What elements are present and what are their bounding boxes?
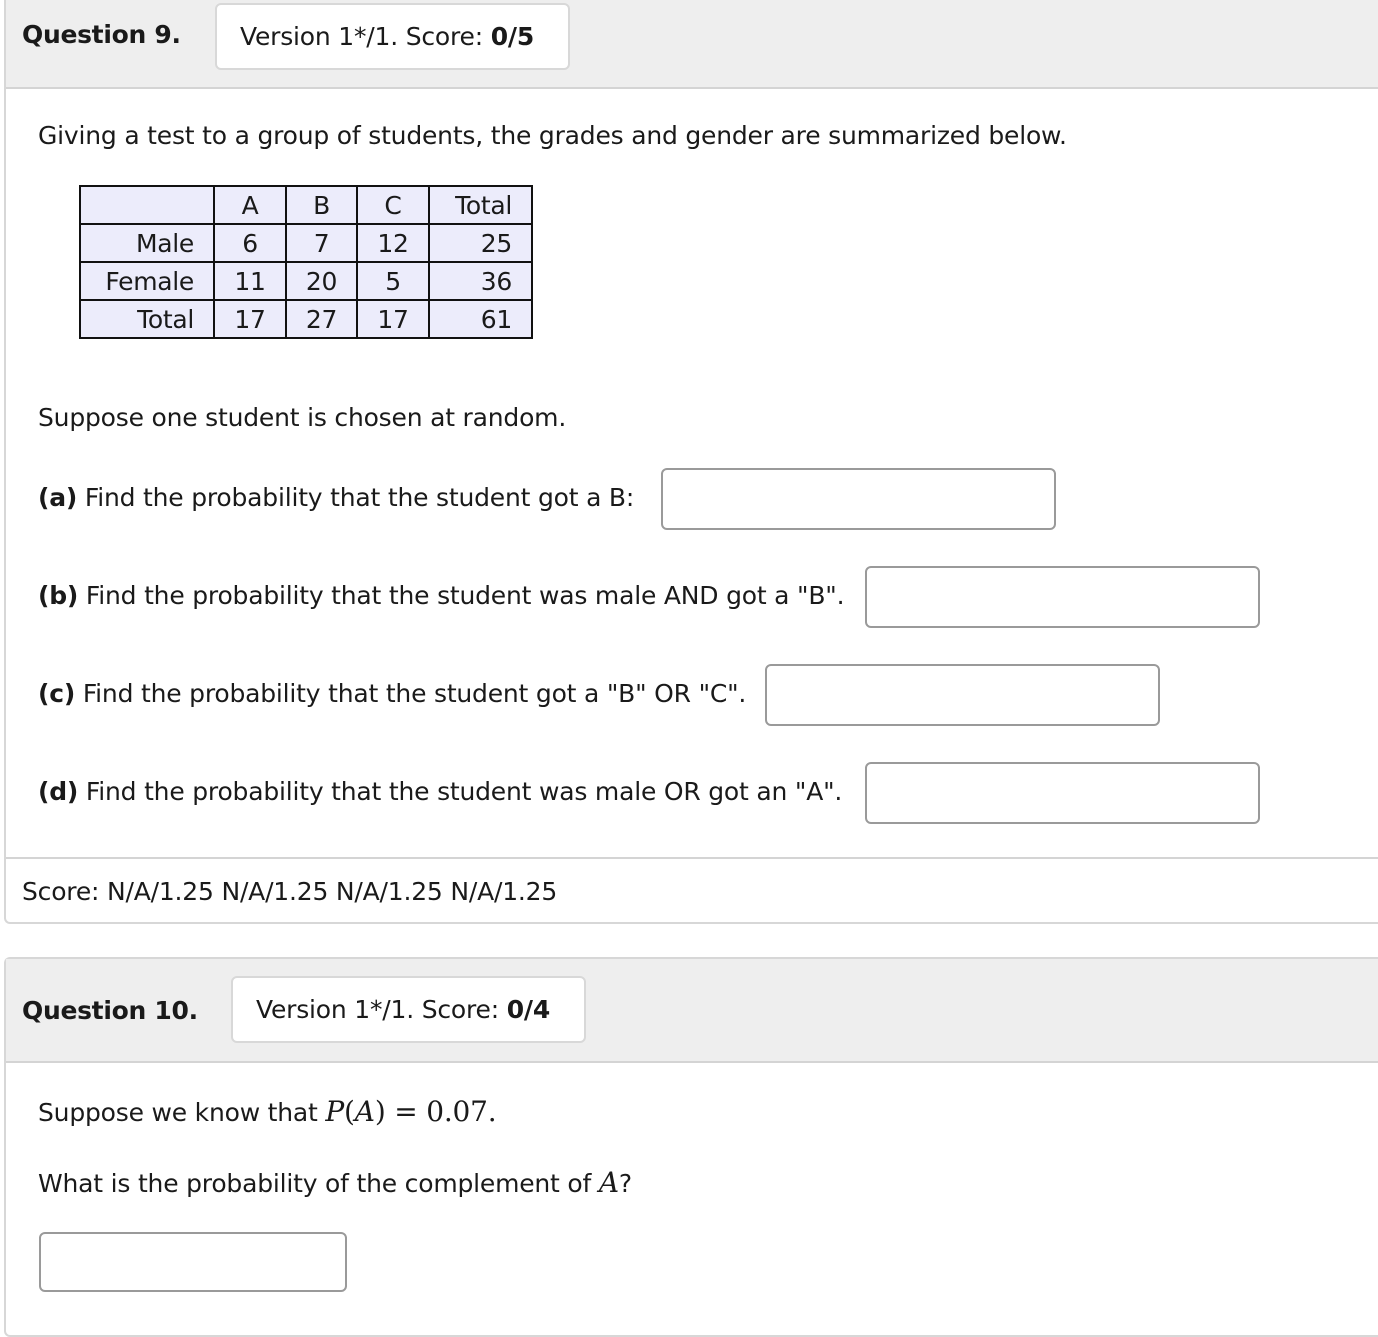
math-value: = 0.07. [385, 1095, 497, 1128]
part-d-text [38, 777, 842, 806]
table-cell: 61 [429, 300, 532, 338]
score-value: 0/4 [506, 995, 551, 1024]
question-9-prompt: Suppose one student is chosen at random. [38, 403, 567, 432]
question-10-answer-input[interactable] [39, 1232, 347, 1292]
table-row [80, 224, 532, 262]
math-function: P [325, 1095, 345, 1128]
row-label-male: Male [80, 224, 214, 262]
math-expression: P(A) = 0.07. [325, 1095, 497, 1128]
part-d-label: (d) [38, 777, 79, 806]
question-10-version-score [231, 976, 586, 1043]
part-b-question: Find the probability that the student was male AND got a "B". [78, 581, 845, 610]
table-cell: 17 [214, 300, 286, 338]
version-label: Version 1*/1. Score: [240, 22, 491, 51]
math-variable: A [598, 1166, 619, 1199]
question-9-header [6, 0, 1378, 89]
prompt-text: What is the probability of the complement of [38, 1169, 599, 1198]
question-9-card [4, 0, 1378, 924]
question-10-prompt [38, 1166, 632, 1199]
part-c-text [38, 679, 746, 708]
part-c-label: (c) [38, 679, 76, 708]
header-cell-total: Total [429, 186, 532, 224]
table-cell: 11 [214, 262, 286, 300]
part-d-answer-input[interactable] [865, 762, 1260, 824]
table-cell: 27 [286, 300, 357, 338]
question-9-version-score [215, 3, 570, 70]
part-b-label: (b) [38, 581, 79, 610]
row-label-female: Female [80, 262, 214, 300]
table-header-row [80, 186, 532, 224]
table-row [80, 300, 532, 338]
question-9-title: Question 9. [22, 20, 181, 49]
table-cell: 25 [429, 224, 532, 262]
part-a-text [38, 483, 634, 512]
score-divider [6, 857, 1378, 859]
table-cell: 7 [286, 224, 357, 262]
part-d-question: Find the probability that the student was male OR got an "A". [78, 777, 843, 806]
row-label-total: Total [80, 300, 214, 338]
part-a-label: (a) [38, 483, 78, 512]
grades-gender-table [79, 185, 533, 339]
header-cell-c: C [357, 186, 429, 224]
part-a-question: Find the probability that the student got a B: [77, 483, 635, 512]
table-cell: 12 [357, 224, 429, 262]
table-cell: 6 [214, 224, 286, 262]
part-c-answer-input[interactable] [765, 664, 1160, 726]
question-9-score-line: Score: N/A/1.25 N/A/1.25 N/A/1.25 N/A/1.25 [22, 877, 558, 906]
prompt-suffix: ? [618, 1169, 632, 1198]
version-label: Version 1*/1. Score: [256, 995, 507, 1024]
question-9-intro: Giving a test to a group of students, the grades and gender are summarized below. [38, 121, 1067, 150]
score-value: 0/5 [490, 22, 535, 51]
table-cell: 36 [429, 262, 532, 300]
question-10-title: Question 10. [22, 996, 198, 1025]
given-text: Suppose we know that [38, 1098, 326, 1127]
question-10-card [4, 957, 1378, 1337]
part-b-text [38, 581, 844, 610]
math-variable: A [354, 1095, 375, 1128]
table-cell: 17 [357, 300, 429, 338]
part-b-answer-input[interactable] [865, 566, 1260, 628]
part-a-answer-input[interactable] [661, 468, 1056, 530]
question-10-header [6, 959, 1378, 1063]
question-10-given [38, 1095, 496, 1128]
table-cell: 20 [286, 262, 357, 300]
table-cell: 5 [357, 262, 429, 300]
header-cell-b: B [286, 186, 357, 224]
table-corner-cell [80, 186, 214, 224]
part-c-question: Find the probability that the student got a "B" OR "C". [75, 679, 747, 708]
header-cell-a: A [214, 186, 286, 224]
math-variable-a [599, 1166, 619, 1199]
table-row [80, 262, 532, 300]
